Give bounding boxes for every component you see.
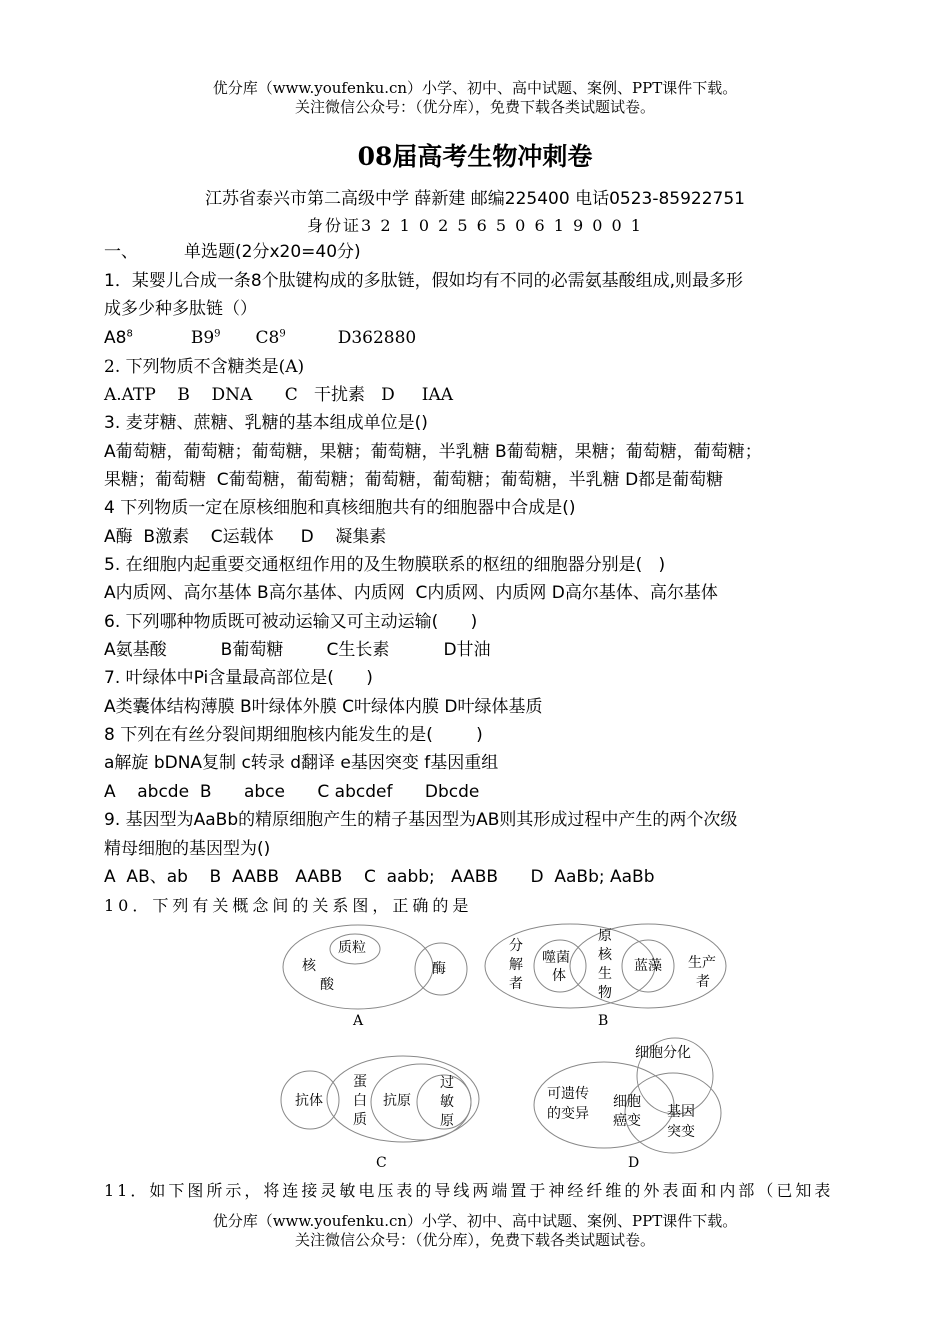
label-nucleic-1: 核: [302, 958, 316, 974]
q8-stem: 8 下列在有丝分裂间期细胞核内能发生的是( ): [104, 725, 483, 745]
heritable-variation-ellipse: [534, 1062, 674, 1148]
q3-options-2: 果糖；葡萄糖 C葡萄糖，葡萄糖；葡萄糖，葡萄糖；葡萄糖，半乳糖 D都是葡萄糖: [104, 470, 724, 490]
q4-stem: 4 下列物质一定在原核细胞和真核细胞共有的细胞器中合成是(): [104, 498, 576, 518]
q1-line2: 成多少种多肽链（）: [104, 299, 257, 319]
diagram-a-label: A: [353, 1013, 364, 1029]
label-decomposer-3: 者: [509, 976, 523, 992]
q7-options: A类囊体结构薄膜 B叶绿体外膜 C叶绿体内膜 D叶绿体基质: [104, 697, 543, 717]
label-decomposer-2: 解: [509, 957, 523, 973]
q1-line1: 1．某婴儿合成一条8个肽键构成的多肽链，假如均有不同的必需氨基酸组成,则最多形: [104, 271, 744, 291]
label-algae: 蓝藻: [634, 958, 662, 974]
q8-options: A abcde B abce C abcdef Dbcde: [104, 782, 480, 802]
label-prok-1: 原: [598, 928, 612, 944]
label-allergen-2: 敏: [440, 1094, 454, 1110]
diagram-b-label: B: [598, 1013, 609, 1029]
label-protein-2: 白: [353, 1093, 367, 1109]
q10-stem: 10．下列有关概念间的关系图，正确的是: [104, 896, 473, 915]
q9-line2: 精母细胞的基因型为(): [104, 839, 271, 859]
label-enzyme: 酶: [432, 961, 446, 977]
footer-line-2: 关注微信公众号：（优分库），免费下载各类试题试卷。: [294, 1231, 655, 1249]
label-plasmid: 质粒: [338, 940, 366, 956]
q6-options: A氨基酸 B葡萄糖 C生长素 D甘油: [104, 640, 491, 660]
label-producer-2: 者: [696, 974, 710, 990]
q8-items: a解旋 bDNA复制 c转录 d翻译 e基因突变 f基因重组: [104, 753, 499, 773]
diagram-c: [280, 1050, 490, 1175]
diagram-d: [525, 1030, 725, 1175]
q7-stem: 7. 叶绿体中Pi含量最高部位是( ): [104, 668, 373, 688]
label-heritable-1: 可遗传: [547, 1086, 589, 1102]
q1-option-a: $A8^8$: [104, 328, 133, 348]
author-line: 江苏省泰兴市第二高级中学 薛新建 邮编225400 电话0523-85922751: [204, 189, 746, 209]
footer-line-1: 优分库（www.youfenku.cn）小学、初中、高中试题、案例、PPT课件下载。: [212, 1212, 738, 1230]
label-decomposer-1: 分: [509, 938, 523, 954]
label-cell-diff: 细胞分化: [635, 1045, 691, 1061]
diagram-c-label: C: [376, 1155, 387, 1171]
label-antigen: 抗原: [383, 1093, 411, 1109]
header-line-2: 关注微信公众号：（优分库），免费下载各类试题试卷。: [294, 98, 655, 116]
phage-circle: [534, 940, 586, 992]
q6-stem: 6. 下列哪种物质既可被动运输又可主动运输( ): [104, 612, 478, 632]
label-heritable-2: 的变异: [547, 1106, 589, 1122]
q11-stem: 11．如下图所示，将连接灵敏电压表的导线两端置于神经纤维的外表面和内部（已知表: [104, 1181, 834, 1200]
q2-stem: 2. 下列物质不含糖类是(A): [104, 357, 305, 377]
q1-option-c: $C8^9$: [255, 328, 286, 348]
label-allergen-3: 原: [440, 1113, 454, 1129]
q1-options: [104, 327, 864, 349]
q1-option-d: D362880: [337, 328, 417, 348]
diagram-b: [480, 922, 740, 1032]
page-title: 08届高考生物冲刺卷: [357, 142, 593, 171]
section-title: 单选题(2分x20=40分): [184, 242, 361, 262]
diagram-a: [280, 922, 480, 1032]
q5-stem: 5. 在细胞内起重要交通枢纽作用的及生物膜联系的枢纽的细胞器分别是( ): [104, 555, 666, 575]
id-line: 身份证3 2 1 0 2 5 6 5 0 6 1 9 0 0 1: [307, 216, 643, 235]
label-antibody: 抗体: [295, 1093, 323, 1109]
label-prok-3: 生: [598, 966, 612, 982]
q3-stem: 3. 麦芽糖、蔗糖、乳糖的基本组成单位是(): [104, 413, 428, 433]
q3-options-1: A葡萄糖，葡萄糖；葡萄糖，果糖；葡萄糖，半乳糖 B葡萄糖，果糖；葡萄糖，葡萄糖；: [104, 442, 762, 462]
label-phage-1: 噬菌: [542, 950, 570, 966]
section-heading: [104, 241, 864, 263]
q9-options: A AB、ab B AABB AABB C aabb; AABB D AaBb; AaBb: [104, 867, 655, 887]
label-allergen-1: 过: [440, 1075, 454, 1091]
q1-option-b: $B9^9$: [190, 328, 221, 348]
label-mutation-1: 基因: [667, 1104, 695, 1120]
label-cancer-1: 细胞: [613, 1094, 641, 1110]
section-number: 一、: [104, 242, 138, 262]
q4-options: A酶 B激素 C运载体 D 凝集素: [104, 527, 387, 547]
label-mutation-2: 突变: [667, 1124, 695, 1140]
label-producer-1: 生产: [688, 955, 716, 971]
q5-options: A内质网、高尔基体 B高尔基体、内质网 C内质网、内质网 D高尔基体、高尔基体: [104, 583, 718, 603]
label-nucleic-2: 酸: [320, 977, 334, 993]
label-protein-3: 质: [353, 1112, 367, 1128]
label-cancer-2: 癌变: [613, 1113, 641, 1129]
label-prok-2: 核: [598, 947, 612, 963]
diagram-d-label: D: [628, 1155, 640, 1171]
q9-line1: 9. 基因型为AaBb的精原细胞产生的精子基因型为AB则其形成过程中产生的两个次级: [104, 810, 738, 830]
q2-options: A.ATP B DNA C 干扰素 D IAA: [104, 385, 454, 405]
label-prok-4: 物: [598, 985, 612, 1001]
header-line-1: 优分库（www.youfenku.cn）小学、初中、高中试题、案例、PPT课件下载。: [212, 79, 738, 97]
label-protein-1: 蛋: [353, 1074, 367, 1090]
label-phage-2: 体: [552, 968, 566, 984]
